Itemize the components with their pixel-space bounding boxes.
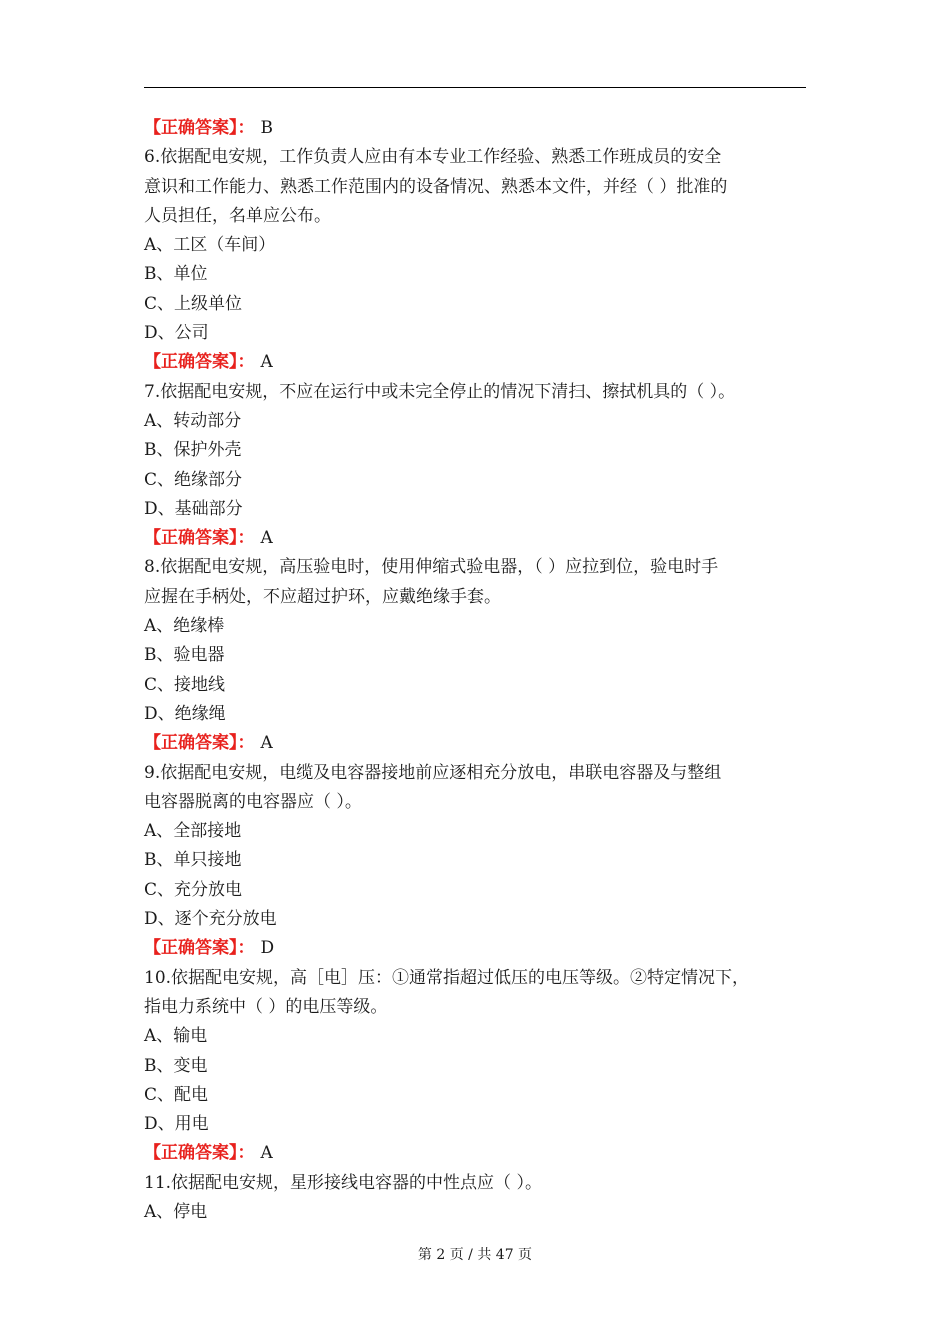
answer-line <box>144 729 816 758</box>
answer-option: C、接地线 <box>144 674 226 695</box>
answer-label: 【正确答案】 <box>144 118 238 138</box>
answer-option: B、保护外壳 <box>144 440 242 461</box>
answer-line <box>144 348 816 377</box>
answer-label: 【正确答案】 <box>144 733 238 754</box>
answer-line <box>144 524 816 553</box>
answer-option: D、基础部分 <box>144 498 243 519</box>
answer-separator: ： <box>237 118 255 138</box>
answer-label: 【正确答案】 <box>144 528 238 549</box>
answer-option: A、绝缘棒 <box>144 616 225 637</box>
question-text: 人员担任，名单应公布。 <box>144 205 331 226</box>
answer-option: B、验电器 <box>144 645 225 666</box>
answer-line <box>144 114 816 143</box>
answer-label: 【正确答案】 <box>144 938 238 959</box>
answer-value: A <box>260 1143 273 1164</box>
answer-label: 【正确答案】 <box>144 352 238 373</box>
answer-option: A、全部接地 <box>144 821 242 842</box>
answer-value: A <box>260 528 273 549</box>
question-text: 电容器脱离的电容器应（ ）。 <box>144 791 362 812</box>
page-footer: 第 2 页 / 共 47 页 <box>417 1247 533 1263</box>
answer-option: D、绝缘绳 <box>144 703 226 724</box>
document-body <box>144 114 816 1227</box>
question-text: 意识和工作能力、熟悉工作范围内的设备情况、熟悉本文件，并经（ ）批准的 <box>144 176 728 197</box>
answer-option: C、上级单位 <box>144 293 243 314</box>
answer-option: D、用电 <box>144 1114 209 1135</box>
answer-separator: ： <box>237 528 255 549</box>
answer-value: B <box>260 118 273 138</box>
answer-line <box>144 1139 816 1168</box>
answer-option: D、公司 <box>144 323 209 344</box>
answer-option: C、充分放电 <box>144 879 243 900</box>
answer-option: C、绝缘部分 <box>144 469 243 490</box>
question-text: 10.依据配电安规，高［电］压：①通常指超过低压的电压等级。②特定情况下， <box>144 967 750 988</box>
answer-separator: ： <box>237 733 255 754</box>
question-text: 9.依据配电安规，电缆及电容器接地前应逐相充分放电，串联电容器及与整组 <box>144 762 722 783</box>
answer-option: B、变电 <box>144 1055 208 1076</box>
answer-label: 【正确答案】 <box>144 1143 238 1164</box>
question-text: 应握在手柄处，不应超过护环，应戴绝缘手套。 <box>144 586 501 607</box>
answer-option: A、转动部分 <box>144 410 242 431</box>
question-text: 指电力系统中（ ）的电压等级。 <box>144 996 388 1017</box>
answer-line <box>144 934 816 963</box>
question-text: 7.依据配电安规，不应在运行中或未完全停止的情况下清扫、擦拭机具的（ ）。 <box>144 381 736 402</box>
question-text: 6.依据配电安规，工作负责人应由有本专业工作经验、熟悉工作班成员的安全 <box>144 147 722 168</box>
answer-option: C、配电 <box>144 1084 209 1105</box>
answer-value: D <box>260 938 275 959</box>
question-text: 8.依据配电安规，高压验电时，使用伸缩式验电器，（ ）应拉到位，验电时手 <box>144 557 719 578</box>
answer-option: A、工区（车间） <box>144 235 276 256</box>
answer-separator: ： <box>237 1143 255 1164</box>
question-text: 11.依据配电安规，星形接线电容器的中性点应（ ）。 <box>144 1172 542 1193</box>
answer-option: B、单位 <box>144 264 208 285</box>
answer-option: B、单只接地 <box>144 850 242 871</box>
answer-separator: ： <box>237 352 255 373</box>
answer-option: A、停电 <box>144 1201 208 1222</box>
answer-value: A <box>260 733 273 754</box>
answer-option: A、输电 <box>144 1026 208 1047</box>
answer-option: D、逐个充分放电 <box>144 909 277 930</box>
answer-separator: ： <box>237 938 255 959</box>
header-rule <box>144 87 806 88</box>
answer-value: A <box>260 352 273 373</box>
